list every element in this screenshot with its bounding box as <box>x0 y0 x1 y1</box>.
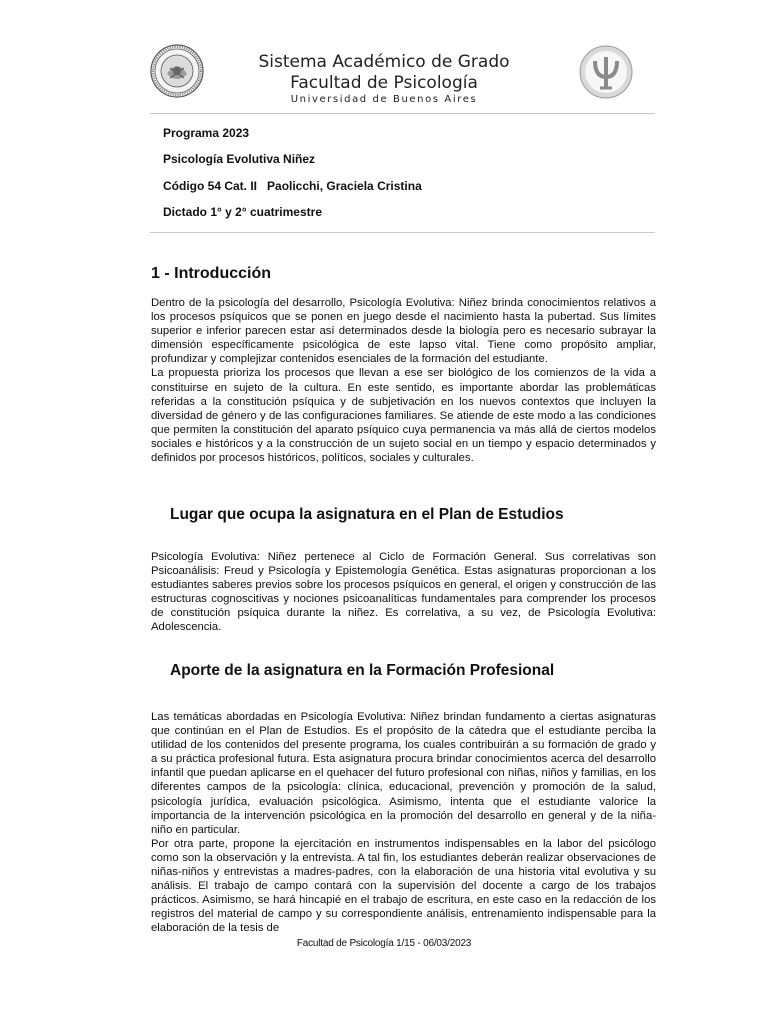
page-footer: Facultad de Psicología 1/15 - 06/03/2023 <box>296 938 472 949</box>
header-title: Sistema Académico de Grado <box>258 52 510 72</box>
paragraph-aporte: Las temáticas abordadas en Psicología Evolutiva: Niñez brindan fundamento a ciertas asignaturas que continúan en el Plan de Estudios. Es el propósito de la cátedra que el estudiante perciba la utilidad de los contenidos del presente programa, los cuales contribuirán a su formación de grado y a su práctica profesional futura. Esta asignatura procura brindar conocimientos acerca del desarrollo infantil que puedan aplicarse en el quehacer del futuro profesional con niñas, niños y familias, en los diferentes campos de la psicología: clínica, educacional, prevención y promoción de la salud, psicología jurídica, evaluación psicológica. Asimismo, intenta que el estudiante valorice la importancia de la intervención psicológica en la promoción del desarrollo en general y de la niña-niño en particular. Por otra parte, propone la ejercitación en instrumentos indispensables en la labor del psicólogo como son la observación y la entrevista. A tal fin, los estudiantes deberán realizar observaciones de niñas-niños y entrevistas a madres-padres, con la elaboración de una historia vital evolutiva y su análisis. El trabajo de campo contará con la supervisión del docente a cargo de los trabajos prácticos. Asimismo, se hará hincapié en el trabajo de escritura, en este caso en la redacción de los registros del material de campo y su correspondiente análisis, entrenamiento indispensable para la elaboración de la tesis de <box>151 711 656 935</box>
section-title-lugar: Lugar que ocupa la asignatura en el Plan de Estudios <box>170 506 564 523</box>
info-materia: Psicología Evolutiva Niñez <box>163 152 316 166</box>
info-divider <box>150 232 655 233</box>
info-dictado: Dictado 1° y 2° cuatrimestre <box>163 205 322 219</box>
paragraph-introduccion: Dentro de la psicología del desarrollo, Psicología Evolutiva: Niñez brinda conocimientos relativos a los procesos psíquicos que se ponen en juego desde el nacimiento hasta la pubertad. Sus límites superior e inferior parecen estar así determinados desde la biología pero es necesario subrayar la dimensión específicamente psicológica de este lapso vital. Tiene como propósito ampliar, profundizar y complejizar contenidos esenciales de la formación del estudiante. La propuesta prioriza los procesos que llevan a ese ser biológico de los comienzos de la vida a constituirse en sujeto de la cultura. En este sentido, es importante abordar las problemáticas referidas a la constitución psíquica y de subjetivación en los nuevos contextos que incluyen la diversidad de género y de las configuraciones familiares. Se atiende de este modo a las condiciones que permiten la constitución del aparato psíquico cuya permanencia va más allá de ciertos modelos sociales e históricos y a la construcción de un sujeto social en un tiempo y espacio determinados y definidos por procesos históricos, políticos, sociales y culturales. <box>151 297 656 465</box>
info-codigo: Código 54 Cat. II Paolicchi, Graciela Cristina <box>163 179 422 193</box>
section-title-aporte: Aporte de la asignatura en la Formación Profesional <box>170 662 555 679</box>
header-university: Universidad de Buenos Aires <box>290 94 478 105</box>
section-title-introduccion: 1 - Introducción <box>151 265 271 282</box>
header-divider <box>150 113 655 114</box>
header-faculty: Facultad de Psicología <box>290 73 478 93</box>
info-programa: Programa 2023 <box>163 126 250 140</box>
paragraph-lugar: Psicología Evolutiva: Niñez pertenece al Ciclo de Formación General. Sus correlativas son Psicoanálisis: Freud y Psicología y Epistemología Genética. Estas asignaturas proporcionan a los estudiantes saberes previos sobre los procesos psíquicos en general, el origen y construcción de las estructuras cognoscitivas y nociones psicoanalíticas fundamentales para comprender los procesos de constitución psíquica durante la niñez. Es correlativa, a su vez, de Psicología Evolutiva: Adolescencia. <box>151 551 656 634</box>
